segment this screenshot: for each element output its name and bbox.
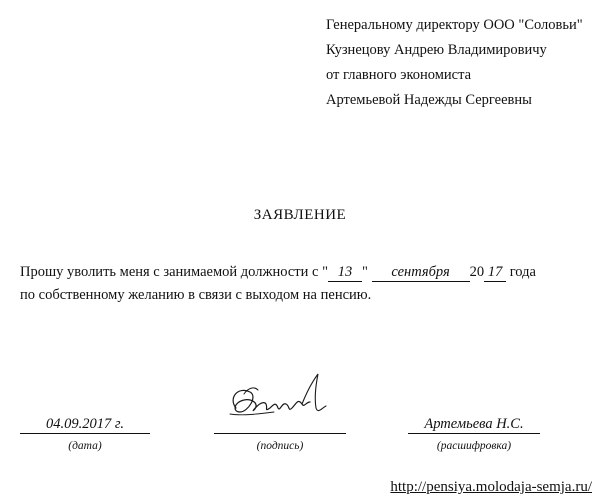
year-field: 17 <box>484 265 506 282</box>
day-field: 13 <box>328 265 362 282</box>
date-caption: (дата) <box>68 440 102 452</box>
date-value: 04.09.2017 г. <box>46 416 124 432</box>
signature-caption: (подпись) <box>256 440 304 452</box>
document-title: ЗАЯВЛЕНИЕ <box>253 207 347 223</box>
name-caption: (расшифровка) <box>436 440 512 452</box>
source-link[interactable]: http://pensiya.molodaja-semja.ru/ <box>390 479 592 495</box>
sender-line-1: от главного экономиста <box>326 67 472 83</box>
addressee-line-2: Кузнецову Андрею Владимировичу <box>326 42 547 58</box>
body-text-1: Прошу уволить меня с занимаемой должности с " <box>20 264 329 280</box>
body-text-2: года <box>509 264 536 280</box>
name-value: Артемьева Н.С. <box>424 416 524 432</box>
date-line <box>20 433 150 434</box>
addressee-line-1: Генеральному директору ООО "Соловьи" <box>326 17 583 33</box>
name-line <box>408 433 540 434</box>
sender-line-2: Артемьевой Надежды Сергеевны <box>326 92 532 108</box>
body-line-1 <box>20 265 536 282</box>
body-line-2: по собственному желанию в связи с выходом на пенсию. <box>20 287 372 303</box>
year-prefix: 20 <box>469 264 485 280</box>
quote-close: " <box>362 264 368 280</box>
month-field: сентября <box>372 265 470 282</box>
handwritten-signature <box>218 368 338 428</box>
signature-line <box>214 433 346 434</box>
